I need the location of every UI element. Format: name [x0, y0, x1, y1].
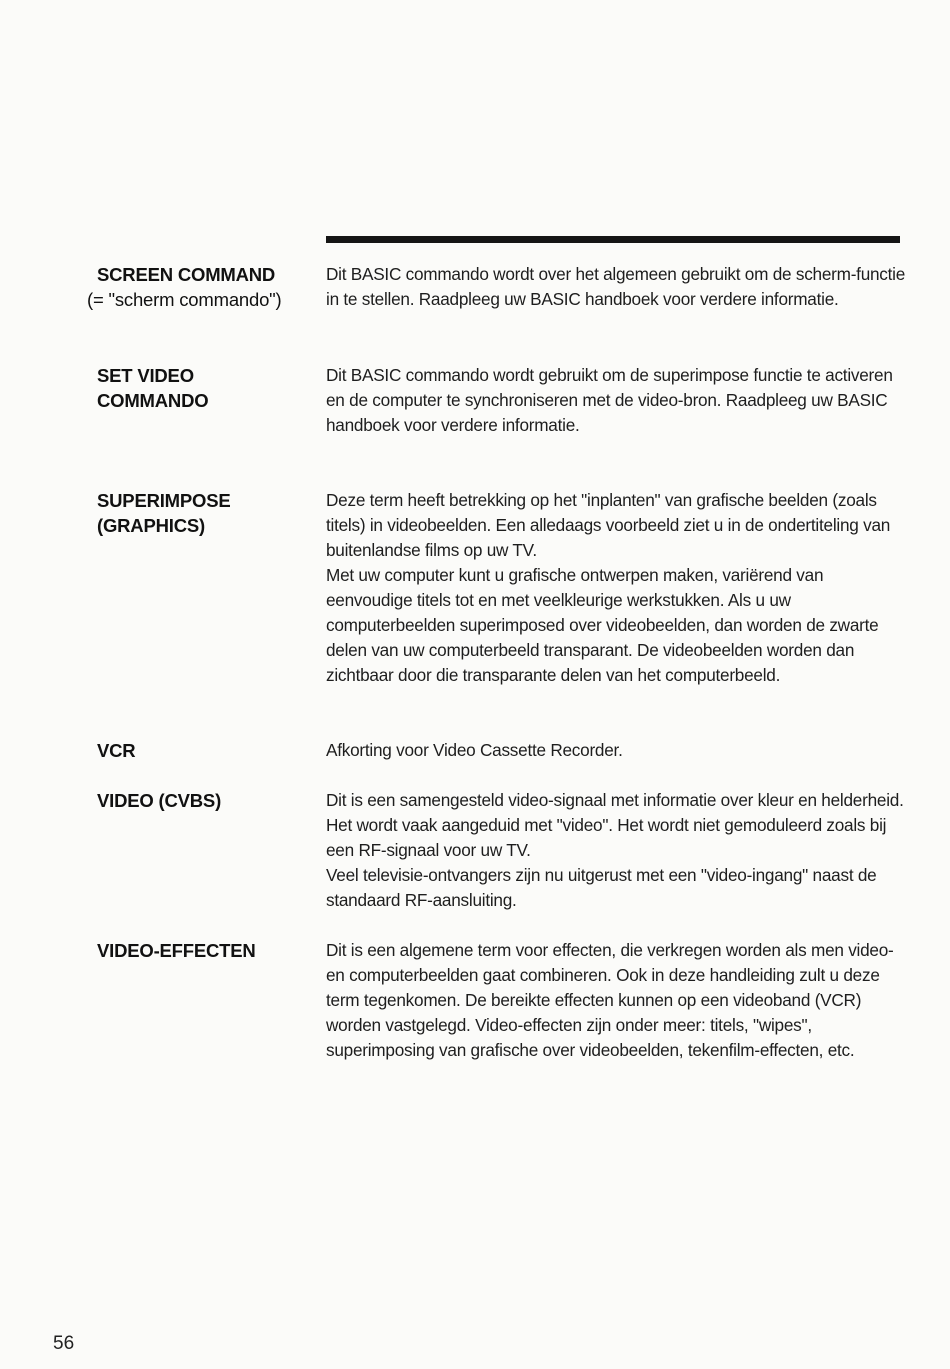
term-line: SET VIDEO: [97, 365, 194, 386]
glossary-entry-set-video-commando: [0, 363, 950, 488]
definition-paragraph: Dit BASIC commando wordt gebruikt om de superimpose functie te activeren en de computer te synchroniseren met de video-bron. Raadpleeg uw BASIC handboek voor verdere informatie.: [326, 365, 893, 435]
glossary-term: [97, 363, 325, 488]
term-line: VIDEO-EFFECTEN: [97, 940, 256, 961]
glossary: [0, 262, 950, 1098]
definition-paragraph: Dit is een samengesteld video-signaal met informatie over kleur en helderheid. Het wordt vaak aangeduid met "video". Het wordt niet gemoduleerd zoals bij een RF-signaal voor uw TV.: [326, 790, 904, 860]
glossary-definition: [326, 488, 906, 688]
term-line: VIDEO (CVBS): [97, 790, 222, 811]
glossary-entry-vcr: [0, 738, 950, 788]
glossary-entry-video-effecten: [0, 938, 950, 1098]
glossary-definition: [326, 788, 906, 913]
glossary-term: [97, 938, 325, 1098]
glossary-term: [97, 738, 325, 788]
glossary-entry-video-cvbs: [0, 788, 950, 938]
glossary-definition: [326, 262, 906, 312]
definition-paragraph: Deze term heeft betrekking op het "inplanten" van grafische beelden (zoals titels) in videobeelden. Een alledaags voorbeeld ziet u in de ondertiteling van buitenlandse films op uw TV.: [326, 490, 891, 560]
glossary-entry-screen-command: [0, 262, 950, 363]
term-line: SUPERIMPOSE: [97, 490, 231, 511]
glossary-term: [97, 788, 325, 938]
glossary-entry-superimpose: [0, 488, 950, 738]
definition-paragraph: Dit BASIC commando wordt over het algemeen gebruikt om de scherm-functie in te stellen. Raadpleeg uw BASIC handboek voor verdere informatie.: [326, 264, 906, 309]
definition-paragraph: Dit is een algemene term voor effecten, die verkregen worden als men video- en computerbeelden gaat combineren. Ook in deze handleiding zult u deze term tegenkomen. De bereikte effecten kunnen op een videoband (VCR) worden vastgelegd. Video-effecten zijn onder meer: titels, "wipes", superimposing van grafische over videobeelden, tekenfilm-effecten, etc.: [326, 940, 894, 1060]
term-subtitle: (= "scherm commando"): [87, 289, 282, 310]
glossary-term: [97, 488, 325, 738]
definition-paragraph: Met uw computer kunt u grafische ontwerpen maken, variërend van eenvoudige titels tot en met veelkleurige werkstukken. Als u uw computerbeelden superimposed over videobeelden, dan worden de zwarte delen van uw computerbeeld transparant. De videobeelden worden dan zichtbaar door die transparante delen van het computerbeeld.: [326, 565, 879, 685]
definition-paragraph: Afkorting voor Video Cassette Recorder.: [326, 740, 623, 760]
term-line: COMMANDO: [97, 390, 209, 411]
glossary-definition: [326, 938, 906, 1063]
page-number: 56: [53, 1333, 75, 1354]
glossary-definition: [326, 738, 906, 763]
glossary-term: [87, 262, 325, 363]
glossary-definition: [326, 363, 906, 438]
definition-paragraph: Veel televisie-ontvangers zijn nu uitgerust met een "video-ingang" naast de standaard RF-aansluiting.: [326, 865, 877, 910]
term-line: VCR: [97, 740, 136, 761]
section-rule: [326, 236, 900, 243]
term-line: (GRAPHICS): [97, 515, 205, 536]
term-line: SCREEN COMMAND: [97, 264, 276, 285]
